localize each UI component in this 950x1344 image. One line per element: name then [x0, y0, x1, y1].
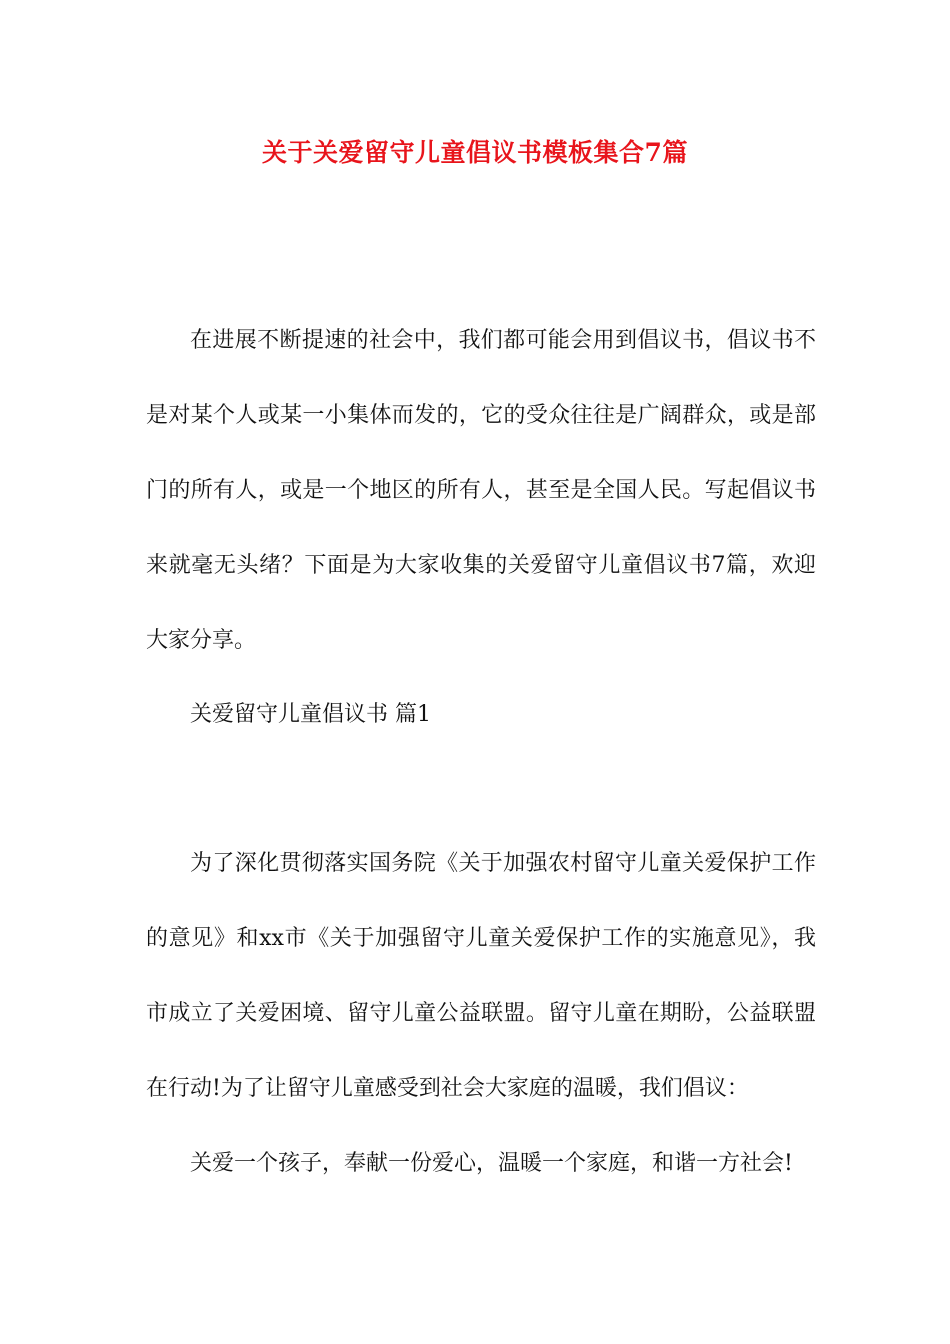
section-heading-1: 关爱留守儿童倡议书 篇1	[190, 702, 431, 727]
slogan-paragraph: 关爱一个孩子，奉献一份爱心，温暖一个家庭，和谐一方社会!	[190, 1151, 793, 1176]
document-title: 关于关爱留守儿童倡议书模板集合7篇	[262, 138, 688, 167]
intro-paragraph: 在进展不断提速的社会中，我们都可能会用到倡议书，倡议书不是对某个人或某一小集体而发的，它的受众往往是广阔群众，或是部门的所有人，或是一个地区的所有人，甚至是全国人民。写起倡议书来就毫无头绪？下面是为大家收集的关爱留守儿童倡议书7篇，欢迎大家分享。	[146, 328, 816, 653]
section-1-body-paragraph: 为了深化贯彻落实国务院《关于加强农村留守儿童关爱保护工作的意见》和xx市《关于加强留守儿童关爱保护工作的实施意见》，我市成立了关爱困境、留守儿童公益联盟。留守儿童在期盼，公益联盟在行动!为了让留守儿童感受到社会大家庭的温暖，我们倡议：	[146, 851, 816, 1101]
